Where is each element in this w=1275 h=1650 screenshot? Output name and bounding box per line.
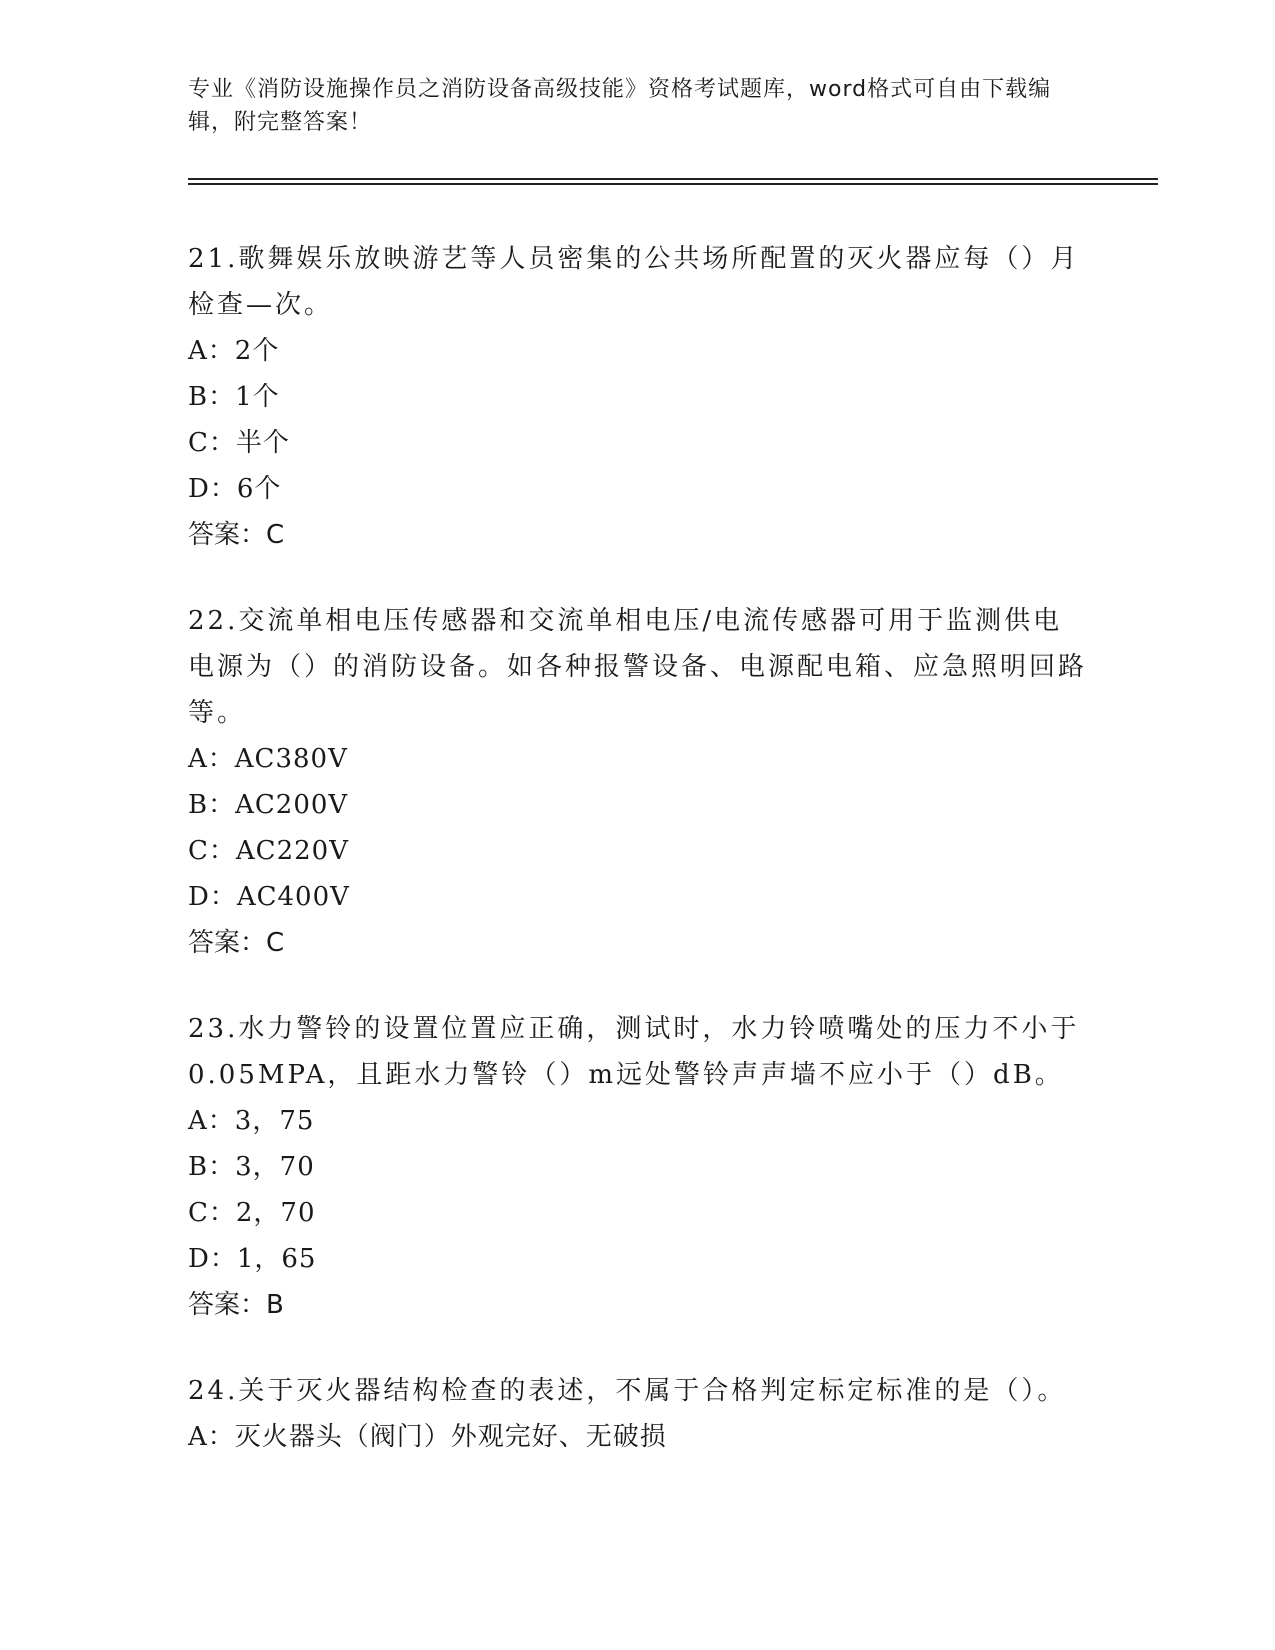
question-stem: 24.关于灭火器结构检查的表述，不属于合格判定标定标准的是（）。 — [188, 1376, 1067, 1406]
answer: 答案：C — [188, 520, 285, 550]
header-divider-bottom — [188, 183, 1158, 185]
question-stem: 22.交流单相电压传感器和交流单相电压/电流传感器可用于监测供电电源为（）的消防设备。如各种报警设备、电源配电箱、应急照明回路等。 — [188, 606, 1088, 728]
question-stem: 21.歌舞娱乐放映游艺等人员密集的公共场所配置的灭火器应每（）月检查—次。 — [188, 244, 1080, 320]
question-23 — [188, 1006, 1088, 1328]
option-b: B：1个 — [188, 382, 280, 412]
option-d: D：1，65 — [188, 1244, 317, 1274]
option-c: C：半个 — [188, 428, 290, 458]
option-a: A：灭火器头（阀门）外观完好、无破损 — [188, 1422, 667, 1452]
option-a: A：AC380V — [188, 744, 348, 774]
document-header: 专业《消防设施操作员之消防设备高级技能》资格考试题库，word格式可自由下载编辑，附完整答案！ — [188, 77, 1052, 135]
option-d: D：6个 — [188, 474, 282, 504]
option-c: C：AC220V — [188, 836, 349, 866]
question-22 — [188, 598, 1088, 966]
question-21 — [188, 236, 1088, 558]
option-a: A：2个 — [188, 336, 280, 366]
option-b: B：3，70 — [188, 1152, 315, 1182]
option-c: C：2，70 — [188, 1198, 316, 1228]
answer: 答案：B — [188, 1290, 284, 1320]
header-divider-top — [188, 178, 1158, 180]
option-a: A：3，75 — [188, 1106, 315, 1136]
question-stem: 23.水力警铃的设置位置应正确，测试时，水力铃喷嘴处的压力不小于0.05MPA，且距水力警铃（）m远处警铃声声墙不应小于（）dB。 — [188, 1014, 1080, 1090]
question-list — [188, 236, 1088, 1500]
option-d: D：AC400V — [188, 882, 350, 912]
option-b: B：AC200V — [188, 790, 349, 820]
question-24 — [188, 1368, 1088, 1460]
answer: 答案：C — [188, 928, 285, 958]
